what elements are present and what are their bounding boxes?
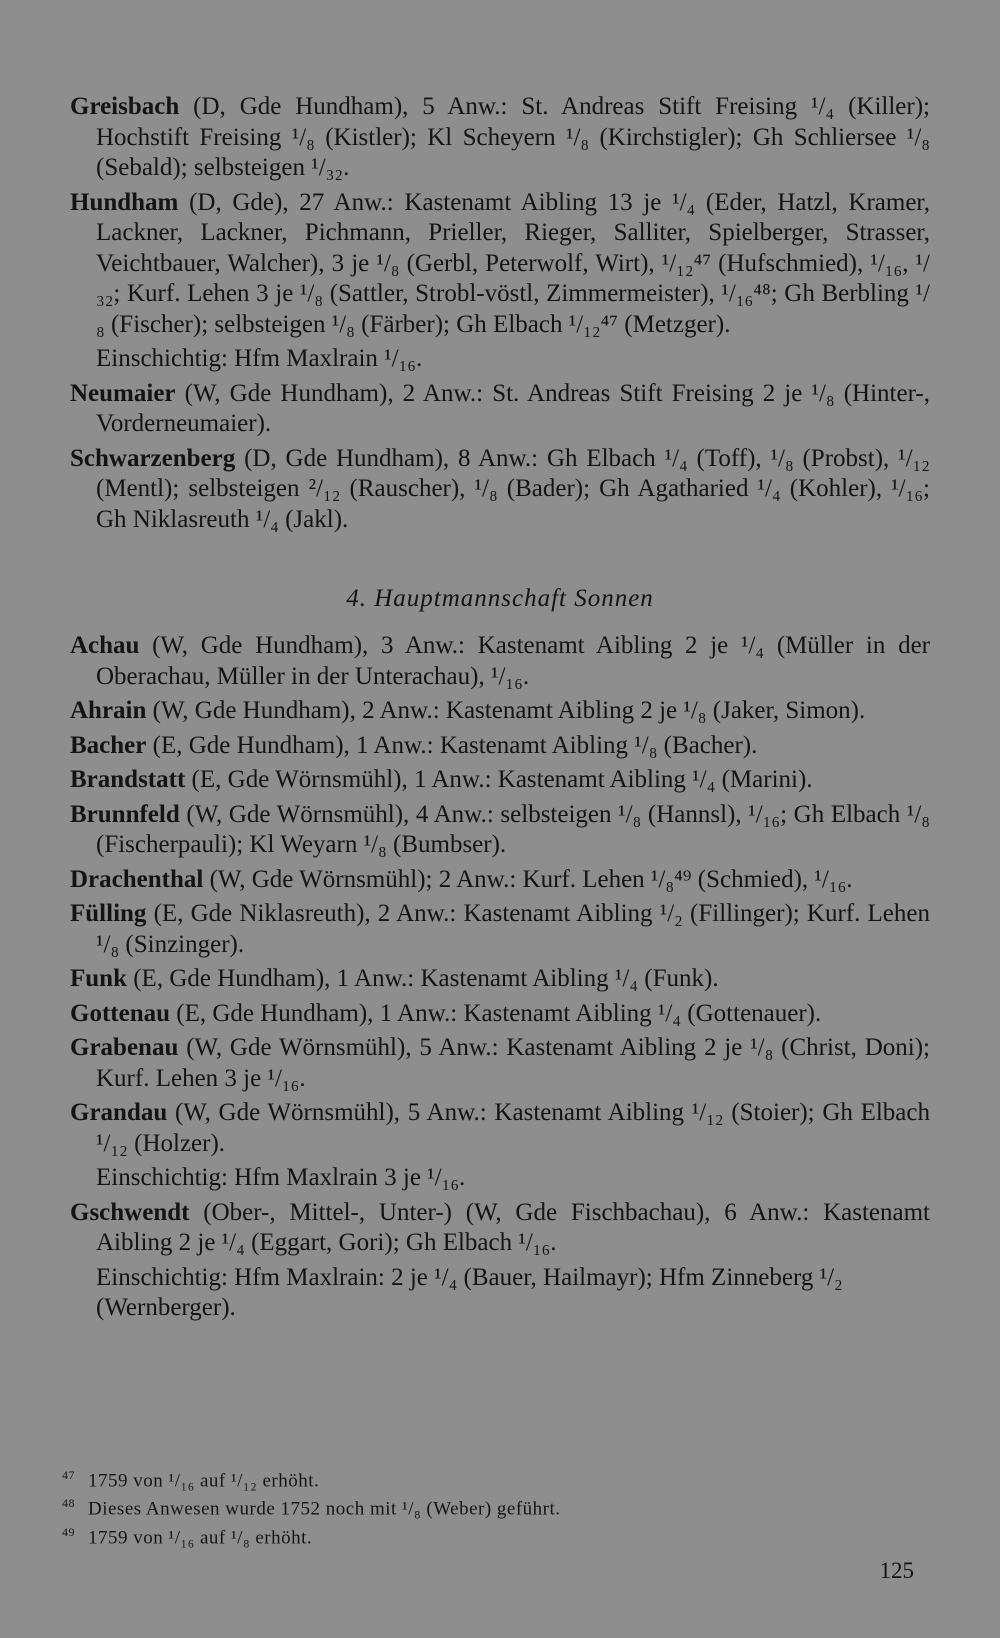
place-entry — [70, 1098, 930, 1159]
place-name: Brandstatt — [70, 766, 186, 793]
footnote-text: Dieses Anwesen wurde 1752 noch mit ¹/₈ (Weber) geführt. — [88, 1498, 561, 1520]
place-name: Bacher — [70, 731, 147, 759]
place-entry — [70, 379, 930, 440]
place-name: Fülling — [70, 900, 147, 927]
place-description: (W, Gde Wörnsmühl), 4 Anw.: selbsteigen ¹/₈ (Hannsl), ¹/₁₆; Gh Elbach ¹/₈ (Fischerpauli); Kl Weyarn ¹/₈ (Bumbser). — [96, 800, 930, 858]
footnote — [62, 1492, 922, 1520]
place-name: Hundham — [70, 188, 179, 216]
einschichtig-note: Einschichtig: Hfm Maxlrain ¹/₁₆. — [96, 345, 423, 372]
page-content — [70, 92, 930, 1328]
place-name: Neumaier — [70, 379, 176, 407]
place-entry — [70, 696, 930, 727]
footnote-number: 49 — [62, 1524, 75, 1539]
place-description: (E, Gde Hundham), 1 Anw.: Kastenamt Aibling ¹/₄ (Gottenauer). — [170, 999, 822, 1027]
place-entry — [70, 1198, 930, 1259]
place-description: (E, Gde Hundham), 1 Anw.: Kastenamt Aibling ¹/₈ (Bacher). — [146, 731, 758, 759]
place-description: (D, Gde), 27 Anw.: Kastenamt Aibling 13 je ¹/₄ (Eder, Hatzl, Kramer, Lackner, Lackner, Pichmann, Prieller, Rieger, Salliter, Spielberger, Strasser, Veichtbauer, Walcher), 3 je ¹/₈ (Gerbl, Peterwolf, Wirt), ¹/₁₂⁴⁷ (Hufschmied), ¹/₁₆, ¹/₃₂; Kurf. Lehen 3 je ¹/₈ (Sattler, Strobl-vöstl, Zimmermeister), ¹/₁₆⁴⁸; Gh Berbling ¹/₈ (Fischer); selbsteigen ¹/₈ (Färber); Gh Elbach ¹/₁₂⁴⁷ (Metzger). — [96, 188, 930, 338]
einschichtig-note: Einschichtig: Hfm Maxlrain: 2 je ¹/₄ (Bauer, Hailmayr); Hfm Zinneberg ¹/₂ (Wernberger). — [96, 1263, 843, 1321]
footnote — [62, 1521, 922, 1549]
footnote-text: 1759 von ¹/₁₆ auf ¹/₁₂ erhöht. — [88, 1470, 320, 1492]
place-entry — [70, 999, 930, 1030]
footnotes — [62, 1464, 922, 1549]
footnote-text: 1759 von ¹/₁₆ auf ¹/₈ erhöht. — [88, 1526, 313, 1548]
place-name: Greisbach — [70, 93, 180, 120]
place-entry — [70, 964, 930, 995]
place-name: Drachenthal — [70, 865, 204, 893]
place-description: (W, Gde Wörnsmühl), 5 Anw.: Kastenamt Aibling 2 je ¹/₈ (Christ, Doni); Kurf. Lehen 3 je ¹/₁₆. — [96, 1034, 930, 1092]
place-name: Gottenau — [70, 999, 170, 1027]
einschichtig-note: Einschichtig: Hfm Maxlrain 3 je ¹/₁₆. — [96, 1164, 466, 1191]
place-description: (D, Gde Hundham), 5 Anw.: St. Andreas Stift Freising ¹/₄ (Killer); Hochstift Freising ¹/₈ (Kistler); Kl Scheyern ¹/₈ (Kirchstigler); Gh Schliersee ¹/₈ (Sebald); selbsteigen ¹/₃₂. — [96, 93, 930, 181]
place-entry — [70, 188, 930, 341]
place-entry — [70, 92, 930, 184]
place-name: Ahrain — [70, 697, 147, 724]
place-name: Schwarzenberg — [70, 444, 236, 472]
place-entry — [70, 800, 930, 861]
place-name: Grabenau — [70, 1034, 179, 1061]
footnote-number: 47 — [62, 1468, 75, 1482]
place-entry — [70, 444, 930, 536]
entry-list-bottom — [70, 631, 930, 1324]
place-entry — [70, 631, 930, 692]
place-entry — [70, 765, 930, 796]
place-entry — [70, 865, 930, 896]
place-name: Achau — [70, 632, 140, 659]
place-name: Brunnfeld — [70, 800, 180, 828]
place-entry — [70, 1033, 930, 1094]
place-description: (W, Gde Wörnsmühl); 2 Anw.: Kurf. Lehen ¹/₈⁴⁹ (Schmied), ¹/₁₆. — [203, 865, 853, 893]
place-name: Gschwendt — [70, 1198, 190, 1226]
place-name: Funk — [70, 965, 127, 992]
place-description: (W, Gde Hundham), 2 Anw.: St. Andreas Stift Freising 2 je ¹/₈ (Hinter-, Vorderneumaier). — [96, 379, 930, 437]
place-entry — [70, 899, 930, 960]
place-name: Grandau — [70, 1099, 168, 1126]
place-description: (D, Gde Hundham), 8 Anw.: Gh Elbach ¹/₄ (Toff), ¹/₈ (Probst), ¹/₁₂ (Mentl); selbsteigen ²/₁₂ (Rauscher), ¹/₈ (Bader); Gh Agatharied ¹/₄ (Kohler), ¹/₁₆; Gh Niklasreuth ¹/₄ (Jakl). — [96, 444, 930, 533]
page-number: 125 — [879, 1558, 914, 1583]
place-description: (W, Gde Hundham), 2 Anw.: Kastenamt Aibling 2 je ¹/₈ (Jaker, Simon). — [146, 697, 866, 724]
place-description: (W, Gde Wörnsmühl), 5 Anw.: Kastenamt Aibling ¹/₁₂ (Stoier); Gh Elbach ¹/₁₂ (Holzer). — [96, 1099, 930, 1157]
footnote-number: 48 — [62, 1496, 75, 1511]
place-description: (Ober-, Mittel-, Unter-) (W, Gde Fischbachau), 6 Anw.: Kastenamt Aibling 2 je ¹/₄ (Eggart, Gori); Gh Elbach ¹/₁₆. — [96, 1198, 930, 1256]
place-description: (E, Gde Niklasreuth), 2 Anw.: Kastenamt Aibling ¹/₂ (Fillinger); Kurf. Lehen ¹/₈ (Sinzinger). — [96, 900, 930, 958]
place-description: (E, Gde Wörnsmühl), 1 Anw.: Kastenamt Aibling ¹/₄ (Marini). — [185, 766, 813, 793]
entry-list-top — [70, 92, 930, 535]
place-description: (W, Gde Hundham), 3 Anw.: Kastenamt Aibling 2 je ¹/₄ (Müller in der Oberachau, Müller in der Unterachau), ¹/₁₆. — [96, 632, 930, 690]
footnote — [62, 1464, 922, 1492]
place-description: (E, Gde Hundham), 1 Anw.: Kastenamt Aibling ¹/₄ (Funk). — [126, 965, 719, 992]
place-entry — [70, 731, 930, 762]
section-heading: 4. Hauptmannschaft Sonnen — [346, 585, 654, 612]
